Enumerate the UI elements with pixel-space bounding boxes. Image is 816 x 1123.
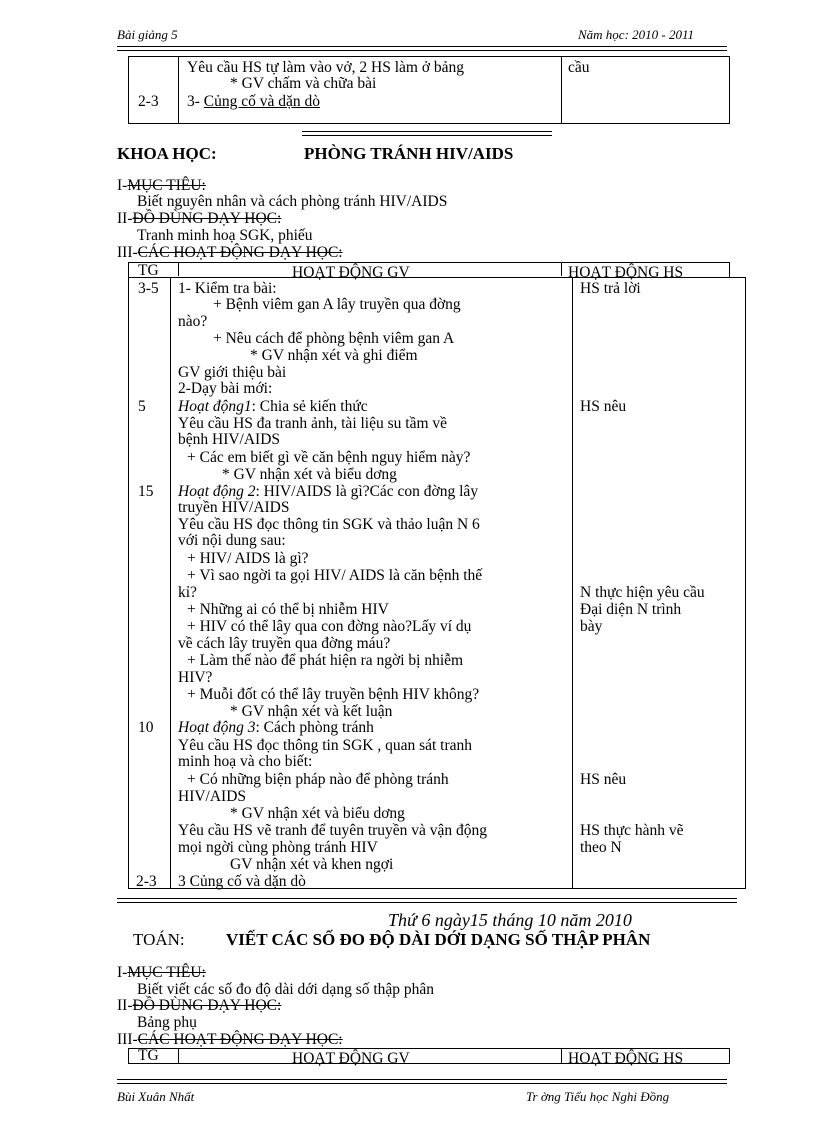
top-row2-content: * GV chấm và chữa bài [230,75,377,92]
table-row: 3-5 [138,280,159,297]
top-row1-content: Yêu cầu HS tự làm vào vở, 2 HS làm ở bảng [187,59,465,76]
table-row: 1- Kiểm tra bài: [178,280,277,297]
table-row: + Nêu cách để phòng bệnh viêm gan A [213,330,455,347]
lesson2-subject: TOÁN: [133,930,185,949]
table-row: HS thực hành vẽ [580,822,684,839]
table-row: + Muỗi đốt có thể lây truyền bệnh HIV không? [187,686,480,703]
table-row: nào? [178,313,208,330]
header-left: Bài giảng 5 [117,27,178,42]
table-row: Yêu cầu HS đọc thông tin SGK và thảo luận N 6 [178,516,480,533]
lesson1-sec2: II-ĐỒ DÙNG DẠY HỌC: [117,210,282,227]
table-row: Hoạt động1: Chia sẻ kiến thức [178,398,368,415]
lesson2-title: VIẾT CÁC SỐ ĐO ĐỘ DÀI DỚI DẠNG SỐ THẬP PHÂN [226,930,651,949]
lesson-divider [117,898,737,903]
lesson1-col-gv: HOẠT ĐỘNG GV [292,264,410,281]
table-row: 2-3 [136,873,157,890]
table-row: + HIV có thể lây qua con đờng nào?Lấy ví dụ [187,618,472,635]
table-row: minh hoạ và cho biết: [178,753,313,770]
lesson1-title: PHÒNG TRÁNH HIV/AIDS [304,144,514,163]
table-row: 5 [138,398,146,415]
lesson1-sec3: III-CÁC HOẠT ĐỘNG DẠY HỌC: [117,244,343,261]
table-row: + HIV/ AIDS là gì? [187,550,309,567]
table-row: bệnh HIV/AIDS [178,431,281,448]
lesson2-sec2: II-ĐỒ DÙNG DẠY HỌC: [117,997,282,1014]
table-row: HS nêu [580,398,627,415]
table-row: Hoạt động 3: Cách phòng tránh [178,719,374,736]
table-row: + Vì sao ngời ta gọi HIV/ AIDS là căn bệnh thế [187,567,483,584]
lesson2-date: Thứ 6 ngày15 tháng 10 năm 2010 [388,910,632,930]
lesson2-sec1: I-MỤC TIÊU: [117,964,206,981]
table-row: 15 [138,483,154,500]
table-row: với nội dung sau: [178,532,286,549]
table-row: HS nêu [580,771,627,788]
footer-divider [117,1079,727,1084]
lesson2-col-tg: TG [138,1047,159,1064]
table-row: Hoạt động 2: HIV/AIDS là gì?Các con đờng lây [178,483,479,500]
table-row: truyền HIV/AIDS [178,499,290,516]
footer-right: Tr ờng Tiểu học Nghi Đồng [526,1089,670,1104]
lesson1-subject: KHOA HỌC: [117,144,217,163]
table-row: kỉ? [178,584,197,601]
table-row: Yêu cầu HS vẽ tranh để tuyên truyền và vận động [178,822,488,839]
table-row: * GV nhận xét và biểu dơng [222,466,397,483]
lesson2-sec1-text: Biết viết các số đo độ dài dới dạng số thập phân [137,981,435,998]
lesson2-sec3: III-CÁC HOẠT ĐỘNG DẠY HỌC: [117,1031,343,1048]
header-divider [117,46,727,51]
lesson2-col-gv: HOẠT ĐỘNG GV [292,1050,410,1067]
table-row: Yêu cầu HS đa tranh ảnh, tài liệu su tầm về [178,415,448,432]
table-row: * GV nhận xét và kết luận [230,703,393,720]
lesson1-sec2-text: Tranh minh hoạ SGK, phiếu [137,227,313,244]
table-row: theo N [580,839,622,856]
table-row: GV giới thiệu bài [178,364,287,381]
lesson2-col-hs: HOẠT ĐỘNG HS [568,1050,684,1067]
footer-left: Bùi Xuân Nhất [117,1089,195,1104]
table-row: HS trả lời [580,280,641,297]
lesson1-sec1-text: Biết nguyên nhân và cách phòng tránh HIV/AIDS [137,193,448,210]
lesson2-sec2-text: Bảng phụ [137,1014,197,1031]
section-divider [302,131,552,136]
table-row: Yêu cầu HS đọc thông tin SGK , quan sát tranh [178,737,473,754]
table-row: HIV? [178,669,213,686]
table-row: 3 Củng cố và dặn dò [178,873,306,890]
table-row: + Bệnh viêm gan A lây truyền qua đờng [213,296,461,313]
header-right: Năm học: 2010 - 2011 [578,27,695,42]
table-row: bày [580,618,603,635]
table-row: + Các em biết gì về căn bệnh nguy hiểm này? [187,449,471,466]
table-row: + Những ai có thể bị nhiễm HIV [187,601,389,618]
top-row1-hs: cầu [568,59,590,76]
table-row: * GV nhận xét và ghi điểm [250,347,418,364]
table-row: * GV nhận xét và biểu dơng [230,805,405,822]
table-row: + Làm thế nào để phát hiện ra ngời bị nhiễm [187,652,464,669]
table-row: HIV/AIDS [178,788,247,805]
table-row: mọi ngời cùng phòng tránh HIV [178,839,378,856]
lesson1-col-tg: TG [138,262,159,279]
table-row: GV nhận xét và khen ngợi [230,856,394,873]
top-row3-content: 3- Củng cố và dặn dò [187,93,321,110]
table-row: 10 [138,719,154,736]
table-row: + Có những biện pháp nào để phòng tránh [187,771,449,788]
lesson1-sec1: I-MỤC TIÊU: [117,177,206,194]
table-row: N thực hiện yêu cầu [580,584,705,601]
lesson1-col-hs: HOẠT ĐỘNG HS [568,264,684,281]
table-row: 2-Dạy bài mới: [178,380,273,397]
table-row: về cách lây truyền qua đờng máu? [178,635,391,652]
top-row3-tg: 2-3 [138,93,159,110]
table-row: Đại diện N trình [580,601,682,618]
